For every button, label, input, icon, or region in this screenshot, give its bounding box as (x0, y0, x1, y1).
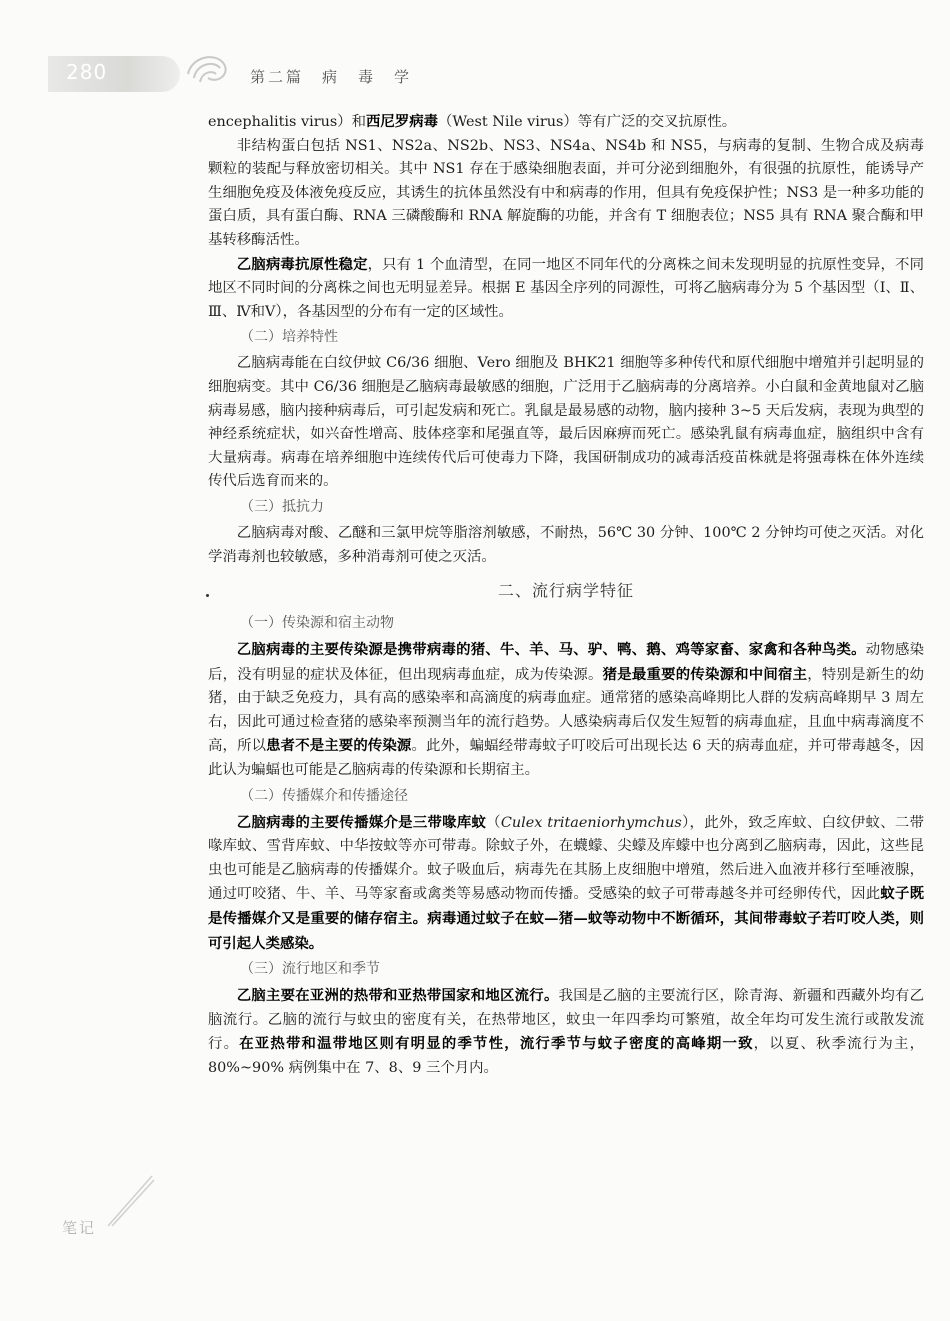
notes-label: 笔记 (62, 1219, 97, 1237)
swirl-icon (180, 44, 240, 94)
section-heading: 二、流行病学特征 (497, 581, 634, 601)
subsection-heading: （三）抵抗力 (240, 498, 324, 515)
paragraph: 乙脑病毒抗原性稳定，只有 1 个血清型，在同一地区不同年代的分离株之间未发现明显的抗原性变异，不同地区不同时间的分离株之间也无明显差异。根据 E 基因全序列的同源性，可将乙脑病毒分为 5 个基因型（Ⅰ、Ⅱ、Ⅲ、Ⅳ和Ⅴ），各基因型的分布有一定的区域性。 (208, 255, 924, 320)
page-number: 280 (66, 60, 108, 84)
paragraph: 乙脑病毒对酸、乙醚和三氯甲烷等脂溶剂敏感，不耐热，56℃ 30 分钟、100℃ 2 分钟均可使之灭活。对化学消毒剂也较敏感，多种消毒剂可使之灭活。 (208, 524, 924, 565)
subsection-heading: （一）传染源和宿主动物 (240, 615, 394, 632)
paragraph: 非结构蛋白包括 NS1、NS2a、NS2b、NS3、NS4a、NS4b 和 NS5，与病毒的复制、生物合成及病毒颗粒的装配与释放密切相关。其中 NS1 存在于感染细胞表面，并可分泌到细胞外，有很强的抗原性，能诱导产生细胞免疫及体液免疫反应，其诱生的抗体虽然没有中和病毒的作用，但具有免疫保护性；NS3 是一种多功能的蛋白质，具有蛋白酶、RNA 三磷酸酶和 RNA 解旋酶的功能，并含有 T 细胞表位；NS5 具有 RNA 聚合酶和甲基转移酶活性。 (208, 137, 924, 248)
subsection-heading: （三）流行地区和季节 (240, 961, 380, 978)
pen-icon (100, 1170, 160, 1230)
subsection-heading: （二）培养特性 (240, 329, 338, 346)
paragraph: 乙脑病毒能在白纹伊蚊 C6/36 细胞、Vero 细胞及 BHK21 细胞等多种传代和原代细胞中增殖并引起明显的细胞病变。其中 C6/36 细胞是乙脑病毒最敏感的细胞，广泛用于乙脑病毒的分离培养。小白鼠和金黄地鼠对乙脑病毒易感，脑内接种病毒后，可引起发病和死亡。乳鼠是最易感的动物，脑内接种 3~5 天后发病，表现为典型的神经系统症状，如兴奋性增高、肢体痉挛和尾强直等，最后因麻痹而死亡。感染乳鼠有病毒血症，脑组织中含有大量病毒。病毒在培养细胞中连续传代后可使毒力下降，我国研制成功的减毒活疫苗株就是将强毒株在体外连续传代后选育而来的。 (208, 355, 924, 490)
page-content (208, 110, 924, 1081)
paragraph: 乙脑主要在亚洲的热带和亚热带国家和地区流行。我国是乙脑的主要流行区，除青海、新疆和西藏外均有乙脑流行。乙脑的流行与蚊虫的密度有关，在热带地区，蚊虫一年四季均可繁殖，故全年均可发生流行或散发流行。在亚热带和温带地区则有明显的季节性，流行季节与蚊子密度的高峰期一致，以夏、秋季流行为主，80%~90% 病例集中在 7、8、9 三个月内。 (208, 987, 924, 1076)
paragraph: encephalitis virus）和西尼罗病毒（West Nile virus）等有广泛的交叉抗原性。 (208, 113, 737, 130)
paragraph: 乙脑病毒的主要传播媒介是三带喙库蚊（Culex tritaeniorhymchus），此外，致乏库蚊、白纹伊蚊、二带喙库蚊、雪背库蚊、中华按蚊等亦可带毒。除蚊子外，在蠛蠓、尖蠓及库蠓中也分离到乙脑病毒，因此，这些昆虫也可能是乙脑病毒的传播媒介。蚊子吸血后，病毒先在其肠上皮细胞中增殖，然后进入血液并移行至唾液腺，通过叮咬猪、牛、羊、马等家畜或禽类等易感动物而传播。受感染的蚊子可带毒越冬并可经卵传代，因此蚊子既是传播媒介又是重要的储存宿主。病毒通过蚊子在蚊—猪—蚊等动物中不断循环，其间带毒蚊子若叮咬人类，则可引起人类感染。 (208, 813, 924, 952)
running-header: 第二篇 病 毒 学 (250, 68, 413, 86)
paragraph: 乙脑病毒的主要传染源是携带病毒的猪、牛、羊、马、驴、鸭、鹅、鸡等家畜、家禽和各种鸟类。动物感染后，没有明显的症状及体征，但出现病毒血症，成为传染源。猪是最重要的传染源和中间宿主，特别是新生的幼猪，由于缺乏免疫力，具有高的感染率和高滴度的病毒血症。通常猪的感染高峰期比人群的发病高峰期早 3 周左右，因此可通过检查猪的感染率预测当年的流行趋势。人感染病毒后仅发生短暂的病毒血症，且血中病毒滴度不高，所以患者不是主要的传染源。此外，蝙蝠经带毒蚊子叮咬后可出现长达 6 天的病毒血症，并可带毒越冬，因此认为蝙蝠也可能是乙脑病毒的传染源和长期宿主。 (208, 641, 924, 779)
subsection-heading: （二）传播媒介和传播途径 (240, 787, 408, 804)
